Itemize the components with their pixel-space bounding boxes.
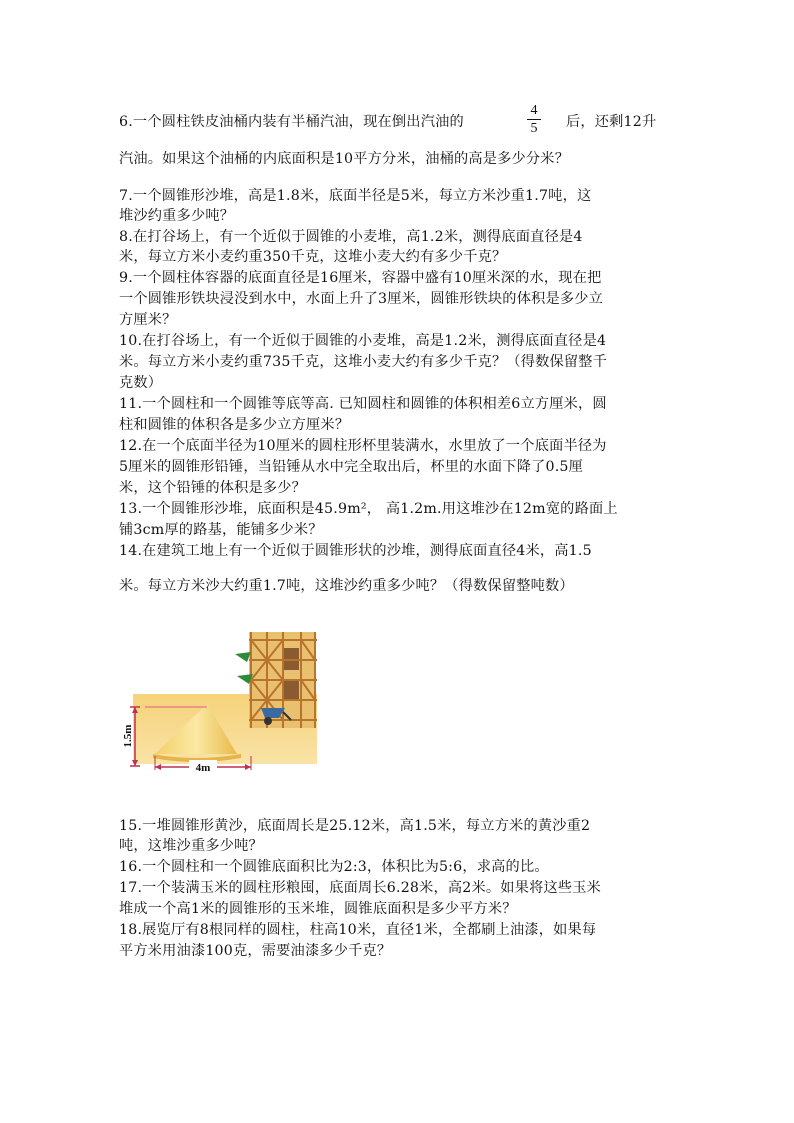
text-line: 8.在打谷场上，有一个近似于圆锥的小麦堆，高1.2米，测得底面直径是4: [119, 229, 583, 245]
text-line: 7.一个圆锥形沙堆，高是1.8米，底面半径是5米，每立方米沙重1.7吨，这: [119, 188, 592, 204]
fraction-denominator: 5: [530, 121, 538, 136]
fraction-four-fifths: [524, 103, 544, 137]
text-line: 堆成一个高1米的圆锥形的玉米堆，圆锥底面积是多少平方米？: [119, 901, 517, 917]
text-line: 17.一个装满玉米的圆柱形粮囤，底面周长6.28米，高2米。如果将这些玉米: [119, 880, 602, 896]
text-line: 米，每立方米小麦约重350千克，这堆小麦大约有多少千克？: [119, 249, 507, 265]
problem-6-line-1-tail: [566, 112, 686, 132]
text-line: 15.一堆圆锥形黄沙，底面周长是25.12米，高1.5米，每立方米的黄沙重2: [119, 818, 591, 834]
text-line: 柱和圆锥的体积各是多少立方厘米？: [119, 417, 350, 433]
text-line: 11.一个圆柱和一个圆锥等底等高. 已知圆柱和圆锥的体积相差6立方厘米，圆: [119, 396, 607, 412]
text-line: 米，这个铅锤的体积是多少？: [119, 480, 307, 496]
text-line: 13.一个圆锥形沙堆，底面积是45.9m²， 高1.2m.用这堆沙在12m宽的路面上: [119, 501, 618, 517]
text-line: 米。每立方米沙大约重1.7吨，这堆沙约重多少吨？（得数保留整吨数）: [119, 578, 574, 594]
problem-6-line-2: 汽油。如果这个油桶的内底面积是10平方分米，油桶的高是多少分米？: [119, 151, 570, 167]
text-line: 5厘米的圆锥形铅锤，当铅锤从水中完全取出后，杯里的水面下降了0.5厘: [119, 459, 584, 475]
fraction-numerator: 4: [530, 103, 538, 118]
text-line: 堆沙约重多少吨？: [119, 208, 235, 224]
height-label: 1.5m: [122, 724, 134, 748]
text-line: 方厘米？: [119, 312, 177, 328]
text-line: 铺3cm厚的路基，能铺多少米？: [119, 522, 323, 538]
sand-pile-illustration: [122, 628, 325, 776]
text-line: 一个圆锥形铁块浸没到水中，水面上升了3厘米，圆锥形铁块的体积是多少立: [119, 291, 604, 307]
text-line: 9.一个圆柱体容器的底面直径是16厘米，容器中盛有10厘米深的水，现在把: [119, 270, 602, 286]
text-line: 平方米用油漆100克，需要油漆多少千克？: [119, 943, 392, 959]
problem-6-text-a: 6.一个圆柱铁皮油桶内装有半桶汽油，现在倒出汽油的: [119, 114, 464, 130]
text-line: 克数）: [119, 375, 163, 391]
text-line: 18.展览厅有8根同样的圆柱，柱高10米，直径1米，全都刷上油漆，如果每: [119, 922, 597, 938]
text-line: 12.在一个底面半径为10厘米的圆柱形杯里装满水，水里放了一个底面半径为: [119, 438, 607, 454]
text-line: 米。每立方米小麦约重735千克，这堆小麦大约有多少千克？（得数保留整千: [119, 354, 608, 370]
text-line: 吨，这堆沙重多少吨？: [119, 838, 263, 854]
diameter-label: 4m: [195, 762, 211, 774]
problem-6-text-b: 后，还剩12升: [566, 114, 657, 130]
text-line: 14.在建筑工地上有一个近似于圆锥形状的沙堆，测得底面直径4米，高1.5: [119, 543, 592, 559]
text-line: 10.在打谷场上，有一个近似于圆锥的小麦堆，高是1.2米，测得底面直径是4: [119, 333, 607, 349]
text-line: 16.一个圆柱和一个圆锥底面积比为2:3，体积比为5:6，求高的比。: [119, 859, 549, 875]
